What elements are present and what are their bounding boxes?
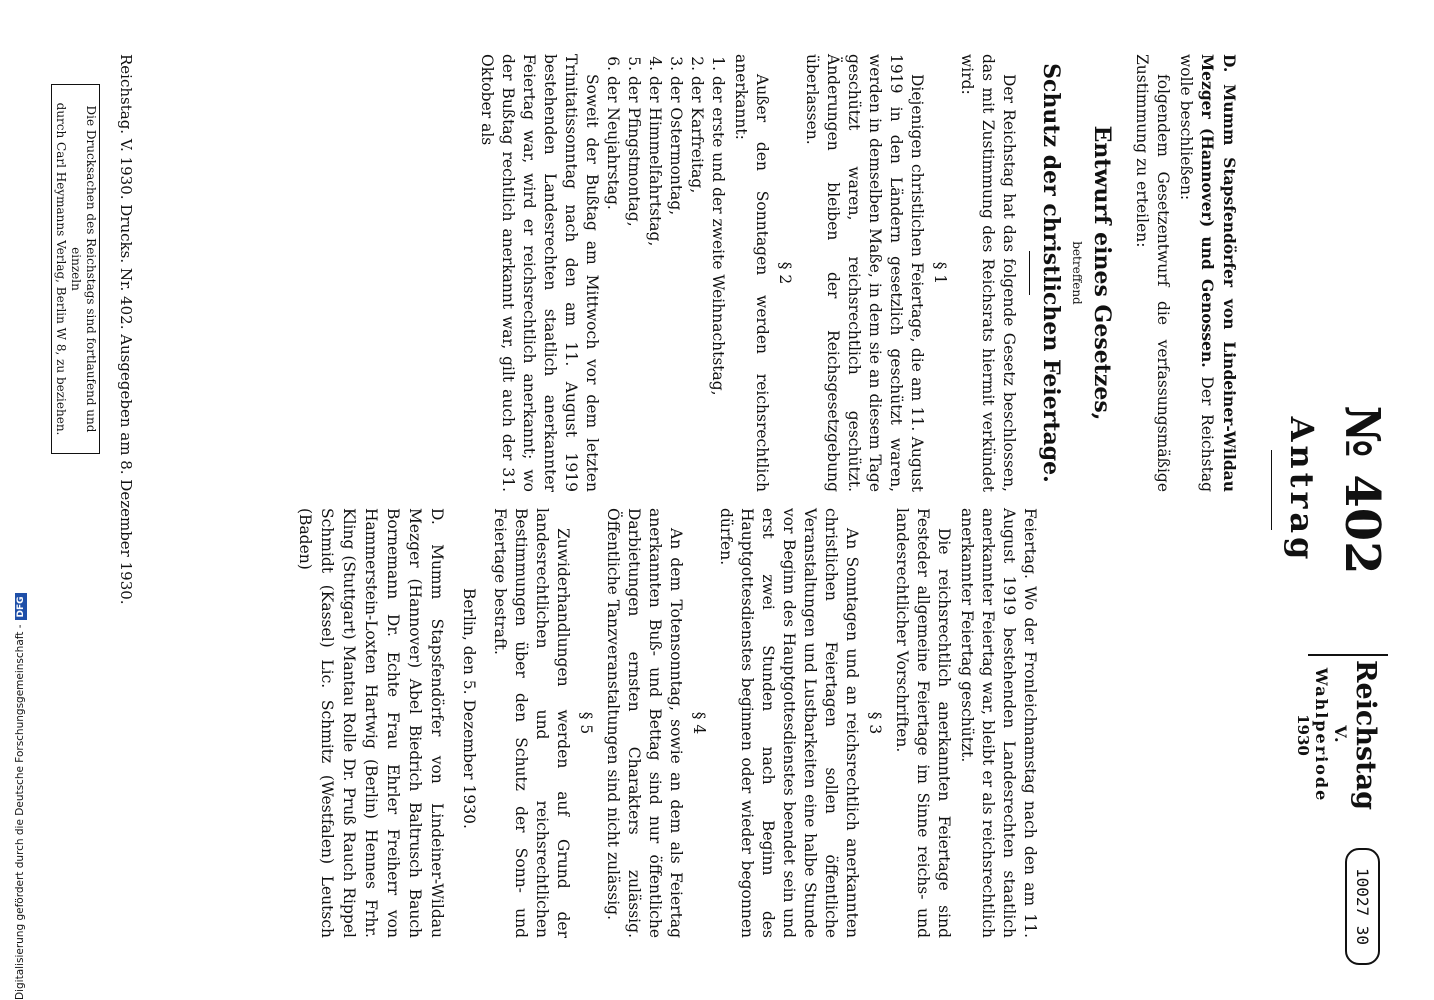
reichstag-header — [1294, 655, 1380, 815]
section-4-heading: § 4 — [690, 711, 708, 735]
section-2-intro: Außer den Sonntagen werden reichsrechtlich anerkannt: — [732, 54, 771, 492]
period-label: V. Wahlperiode — [1312, 667, 1350, 803]
list-item: 2. der Karfreitag, — [686, 76, 707, 492]
section-3-text: An Sonntagen und an reichsrechtlich anerkannten christlichen Feiertagen sollen öffentliche Veranstaltungen und Lustbarkeiten eine halbe Stunde vor Beginn des Hauptgottesdienstes beendet sein und erst zwei Stunden nach Beginn des Hauptgottesdienstes beginnen oder wieder begonnen dürfen. — [717, 508, 861, 938]
section-2-heading: § 2 — [776, 261, 794, 285]
section-2-tail: Soweit der Bußtag am Mittwoch vor dem letzten Trinitatissonntag nach den am 11. August 1919 bestehenden Landesrechten staatlich anerkannter Feiertag war, wird er reichsrechtlich anerkannt; wo der Bußtag rechtlich anerkannt war, gilt auch der 31. Oktober als — [478, 54, 601, 492]
bill-betreffend: betreffend — [1070, 241, 1084, 305]
reichstag-title: Reichstag — [1350, 660, 1381, 810]
bill-subject: Schutz der christlichen Feiertage. — [1038, 63, 1064, 483]
type-underline — [1271, 450, 1272, 530]
list-item: 4. der Himmelfahrtstag, — [644, 76, 665, 492]
signatories: D. Mumm Stapsfendörfer von Lindeiner-Wildau Mezger (Hannover) Abel Biedrich Baltrusch Bauch Bornemann Dr. Echte Frau Ehrler Freiherr von Hammerstein-Loxten Hartwig (Berlin) Hennes Frhr. Kling (Stuttgart) Mantau Rolle Dr. Pruß Rauch Rippel Schmidt (Kassel) Lic. Schmitz (Westfalen) Leutsch (Baden) — [296, 508, 446, 938]
date-line: Berlin, den 5. Dezember 1930. — [460, 588, 478, 829]
footer-box-line-1: Die Drucksachen des Reichstags sind fortlaufend und einzeln — [69, 105, 98, 433]
archive-stamp: 10027 30 — [1345, 848, 1380, 965]
section-3-heading: § 3 — [866, 711, 884, 735]
year-label: 1930 — [1294, 714, 1312, 756]
section-2-continued: Feiertag. Wo der Fronleichnamstag nach den am 11. August 1919 bestehenden Landesrechten staatlich anerkannter Feiertag war, bleibt er als reichsrechtlich anerkannter Feiertag geschützt. — [958, 508, 1039, 938]
intro-rest: Der Reichstag wolle beschließen: — [1177, 54, 1216, 492]
digitization-text: Digitalisierung gefördert durch die Deutsche Forschungsgemeinschaft - — [14, 624, 26, 1000]
list-item: 1. der erste und der zweite Weihnachtstag, — [707, 76, 728, 492]
section-1-heading: § 1 — [931, 261, 949, 285]
section-5-heading: § 5 — [577, 711, 595, 735]
document-type: Antrag — [1283, 416, 1321, 564]
section-1-text: Diejenigen christlichen Feiertage, die am 11. August 1919 in den Ländern gesetzlich geschützt waren, werden in demselben Maße, in dem sie an diesem Tage geschützt waren, reichsrechtlich geschützt. Änderungen bleiben der Reichsgesetzgebung überlassen. — [803, 54, 926, 492]
section-2-continued-2: Die reichsrechtlich anerkannten Feiertage sind Festeder allgemeine Feiertage im Sinne reichs- und landesrechtlicher Vorschriften. — [893, 508, 953, 938]
bill-title: Entwurf eines Gesetzes, — [1089, 125, 1115, 421]
preamble: Der Reichstag hat das folgende Gesetz beschlossen, das mit Zustimmung des Reichsrats hiermit verkündet wird: — [958, 54, 1018, 492]
header-bracket — [1308, 654, 1388, 658]
list-item: 6. der Neujahrstag. — [602, 76, 623, 492]
intro-authors: D. Mumm Stapsfendörfer von Lindeiner-Wildau Mezger (Hannover) und Genossen. — [1198, 54, 1239, 492]
document-number: № 402 — [1334, 405, 1390, 575]
dfg-logo: DFG — [15, 593, 27, 620]
section-5-text: Zuwiderhandlungen werden auf Grund der landesrechtlichen und reichsrechtlichen Bestimmungen über den Schutz der Sonn- und Feiertage bestraft. — [491, 508, 572, 938]
section-4-text: An dem Totensonntag, sowie an dem als Feiertag anerkannten Buß- und Bettag sind nur öffentliche Darbietungen ernsten Charakters zulässig. Öffentliche Tanzveranstaltungen sind nicht zulässig. — [604, 508, 685, 938]
intro-request: folgendem Gesetzentwurf die verfassungsmäßige Zustimmung zu erteilen: — [1133, 54, 1172, 492]
list-item: 3. der Ostermontag, — [665, 76, 686, 492]
title-rule — [1029, 251, 1030, 295]
footer-box-line-2: durch Carl Heymanns Verlag, Berlin W 8, zu beziehen. — [54, 102, 68, 436]
footer-line: Reichstag. V. 1930. Drucks. Nr. 402. Ausgegeben am 8. Dezember 1930. — [117, 54, 135, 605]
list-item: 5. der Pfingstmontag, — [623, 76, 644, 492]
